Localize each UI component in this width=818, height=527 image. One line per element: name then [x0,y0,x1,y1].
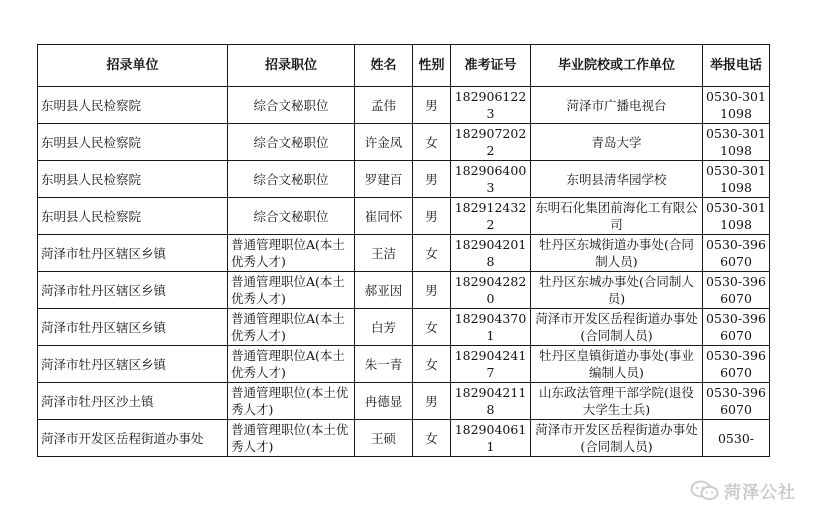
cell-gender: 男 [413,272,451,309]
cell-name: 白芳 [355,309,413,346]
cell-gender: 男 [413,87,451,124]
header-unit: 招录单位 [38,45,228,87]
cell-name: 冉德显 [355,383,413,420]
wechat-icon [690,480,720,502]
table-row [38,124,770,161]
cell-position: 普通管理职位A(本土优秀人才) [228,346,355,383]
cell-unit: 东明县人民检察院 [38,124,228,161]
cell-gender: 女 [413,124,451,161]
table-row [38,309,770,346]
cell-phone: 0530-3966070 [703,309,770,346]
cell-unit: 菏泽市牡丹区辖区乡镇 [38,235,228,272]
cell-name: 王硕 [355,420,413,457]
header-name: 姓名 [355,45,413,87]
cell-gender: 男 [413,198,451,235]
cell-school: 牡丹区东城街道办事处(合同制人员) [531,235,703,272]
cell-name: 许金凤 [355,124,413,161]
header-phone: 举报电话 [703,45,770,87]
watermark [690,478,796,503]
table-row [38,272,770,309]
cell-unit: 菏泽市牡丹区辖区乡镇 [38,272,228,309]
cell-school: 菏泽市开发区岳程街道办事处(合同制人员) [531,309,703,346]
cell-unit: 菏泽市牡丹区辖区乡镇 [38,346,228,383]
cell-unit: 菏泽市牡丹区辖区乡镇 [38,309,228,346]
cell-school: 牡丹区皇镇街道办事处(事业编制人员) [531,346,703,383]
cell-name: 罗建百 [355,161,413,198]
cell-gender: 女 [413,235,451,272]
cell-position: 普通管理职位A(本土优秀人才) [228,272,355,309]
cell-unit: 东明县人民检察院 [38,87,228,124]
table-row [38,235,770,272]
header-gender: 性别 [413,45,451,87]
header-exam-id: 准考证号 [451,45,531,87]
cell-gender: 女 [413,420,451,457]
cell-phone: 0530-3011098 [703,87,770,124]
cell-exam-id: 1829042118 [451,383,531,420]
recruitment-table [37,44,770,457]
cell-phone: 0530- [703,420,770,457]
header-position: 招录职位 [228,45,355,87]
cell-phone: 0530-3966070 [703,346,770,383]
cell-name: 朱一青 [355,346,413,383]
cell-phone: 0530-3966070 [703,235,770,272]
cell-position: 普通管理职位A(本土优秀人才) [228,309,355,346]
cell-exam-id: 1829043701 [451,309,531,346]
cell-exam-id: 1829042417 [451,346,531,383]
cell-phone: 0530-3966070 [703,383,770,420]
cell-name: 崔同怀 [355,198,413,235]
cell-position: 综合文秘职位 [228,124,355,161]
table-row [38,198,770,235]
cell-exam-id: 1829124322 [451,198,531,235]
table-row [38,87,770,124]
cell-school: 东明县清华园学校 [531,161,703,198]
cell-exam-id: 1829064003 [451,161,531,198]
table-row [38,161,770,198]
cell-school: 东明石化集团前海化工有限公司 [531,198,703,235]
cell-phone: 0530-3966070 [703,272,770,309]
cell-school: 青岛大学 [531,124,703,161]
header-school: 毕业院校或工作单位 [531,45,703,87]
cell-unit: 菏泽市牡丹区沙土镇 [38,383,228,420]
cell-name: 郝亚因 [355,272,413,309]
table-row [38,420,770,457]
watermark-text: 菏泽公社 [724,483,796,503]
cell-gender: 男 [413,383,451,420]
cell-exam-id: 1829040611 [451,420,531,457]
cell-unit: 东明县人民检察院 [38,161,228,198]
cell-position: 普通管理职位A(本土优秀人才) [228,235,355,272]
cell-gender: 女 [413,309,451,346]
cell-school: 菏泽市广播电视台 [531,87,703,124]
cell-name: 王洁 [355,235,413,272]
table-header-row [38,45,770,87]
cell-gender: 男 [413,161,451,198]
cell-school: 山东政法管理干部学院(退役大学生士兵) [531,383,703,420]
cell-exam-id: 1829072022 [451,124,531,161]
table-row [38,346,770,383]
cell-school: 菏泽市开发区岳程街道办事处(合同制人员) [531,420,703,457]
cell-name: 孟伟 [355,87,413,124]
cell-phone: 0530-3011098 [703,124,770,161]
cell-position: 综合文秘职位 [228,161,355,198]
cell-school: 牡丹区东城办事处(合同制人员) [531,272,703,309]
cell-position: 综合文秘职位 [228,87,355,124]
cell-position: 综合文秘职位 [228,198,355,235]
cell-phone: 0530-3011098 [703,161,770,198]
table-row [38,383,770,420]
cell-gender: 女 [413,346,451,383]
cell-phone: 0530-3011098 [703,198,770,235]
cell-unit: 菏泽市开发区岳程街道办事处 [38,420,228,457]
cell-exam-id: 1829042018 [451,235,531,272]
cell-exam-id: 1829061223 [451,87,531,124]
cell-position: 普通管理职位(本土优秀人才) [228,420,355,457]
cell-position: 普通管理职位(本土优秀人才) [228,383,355,420]
cell-exam-id: 1829042820 [451,272,531,309]
cell-unit: 东明县人民检察院 [38,198,228,235]
